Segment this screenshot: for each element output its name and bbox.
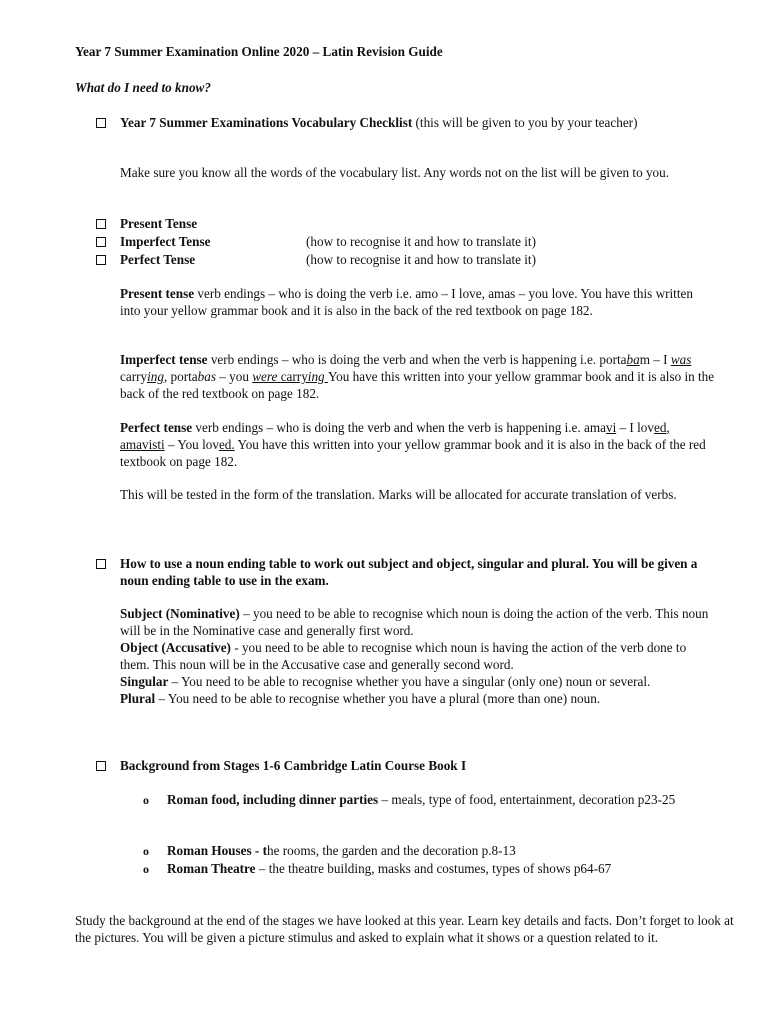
noun-item-text: – You need to be able to recognise whether you have a plural (more than one) noun. bbox=[155, 691, 601, 706]
noun-item-label: Object (Accusative) bbox=[120, 640, 231, 655]
imperfect-paragraph bbox=[120, 351, 715, 402]
noun-item-label: Singular bbox=[120, 674, 169, 689]
noun-item-singular bbox=[120, 673, 715, 690]
present-label: Present tense bbox=[120, 286, 195, 301]
document-title: Year 7 Summer Examination Online 2020 – Latin Revision Guide bbox=[75, 44, 443, 59]
tested-note: This will be tested in the form of the translation. Marks will be allocated for accurate translation of verbs. bbox=[120, 487, 677, 502]
perfect-text-3: – I lov bbox=[616, 420, 654, 435]
tense-perfect-note: (how to recognise it and how to translate it) bbox=[306, 252, 536, 267]
bullet-roman-food: o bbox=[143, 793, 149, 807]
vocab-heading: Year 7 Summer Examinations Vocabulary Checklist bbox=[120, 115, 413, 130]
present-paragraph bbox=[120, 285, 715, 319]
background-item-roman-houses bbox=[167, 842, 707, 859]
imperfect-text-9: – you bbox=[215, 369, 253, 384]
background-item-label: Roman Houses - t bbox=[167, 843, 268, 858]
vocab-heading-rest: (this will be given to you by your teacher) bbox=[412, 115, 638, 130]
imperfect-text-1: verb endings – who is doing the verb and when the verb is happening i.e. porta bbox=[207, 352, 627, 367]
imperfect-text-3: m – I bbox=[639, 352, 671, 367]
background-item-label: Roman Theatre bbox=[167, 861, 256, 876]
perfect-ed-2: ed. bbox=[218, 437, 235, 452]
bullet-roman-theatre: o bbox=[143, 862, 149, 876]
imperfect-ing-1: ing bbox=[147, 369, 164, 384]
perfect-ed-1: ed bbox=[653, 420, 667, 435]
imperfect-label: Imperfect tense bbox=[120, 352, 208, 367]
noun-item-label: Plural bbox=[120, 691, 156, 706]
noun-item-label: Subject (Nominative) bbox=[120, 606, 240, 621]
checkbox-noun-table[interactable] bbox=[96, 559, 106, 569]
imperfect-text-7: , porta bbox=[163, 369, 198, 384]
vocab-heading-block bbox=[120, 114, 715, 131]
background-item-text: – the theatre building, masks and costumes, types of shows p64-67 bbox=[255, 861, 612, 876]
checkbox-vocab[interactable] bbox=[96, 118, 106, 128]
section-subtitle: What do I need to know? bbox=[75, 80, 211, 95]
checkbox-present-tense[interactable] bbox=[96, 219, 106, 229]
background-item-text: he rooms, the garden and the decoration p.8-13 bbox=[267, 843, 516, 858]
noun-heading: How to use a noun ending table to work out subject and object, singular and plural. You will be given a noun ending table to use in the exam. bbox=[120, 556, 698, 588]
perfect-text-1: verb endings – who is doing the verb and when the verb is happening i.e. ama bbox=[192, 420, 606, 435]
tense-present-label: Present Tense bbox=[120, 216, 198, 231]
background-item-text: – meals, type of food, entertainment, decoration p23-25 bbox=[378, 792, 676, 807]
checkbox-background[interactable] bbox=[96, 761, 106, 771]
present-text: verb endings – who is doing the verb i.e. amo – I love, amas – you love. You have this written into your yellow grammar book and it is also in the back of the red textbook on page 182. bbox=[120, 286, 693, 318]
checkbox-imperfect-tense[interactable] bbox=[96, 237, 106, 247]
imperfect-ending-ba: ba bbox=[626, 352, 640, 367]
tense-perfect-label: Perfect Tense bbox=[120, 252, 196, 267]
perfect-text-9: You have this written into your yellow grammar book and it is also in the back of the red textbook on page 182. bbox=[120, 437, 706, 469]
background-item-roman-theatre bbox=[167, 860, 727, 877]
perfect-ending-visti: visti bbox=[141, 437, 165, 452]
imperfect-were: were bbox=[252, 369, 281, 384]
bullet-roman-houses: o bbox=[143, 844, 149, 858]
imperfect-text-5: carry bbox=[120, 369, 148, 384]
noun-item-text: – You need to be able to recognise whether you have a singular (only one) noun or several. bbox=[168, 674, 651, 689]
imperfect-text-11: carry bbox=[280, 369, 308, 384]
perfect-paragraph bbox=[120, 419, 715, 470]
imperfect-ending-bas: bas bbox=[197, 369, 216, 384]
noun-item-object bbox=[120, 639, 715, 673]
noun-item-text: - you need to be able to recognise which noun is having the action of the verb done to them. This noun will be in the Accusative case and generally second word. bbox=[120, 640, 687, 672]
noun-item-text: – you need to be able to recognise which noun is doing the action of the verb. This noun will be in the Nominative case and generally first word. bbox=[120, 606, 709, 638]
perfect-label: Perfect tense bbox=[120, 420, 193, 435]
background-item-label: Roman food, including dinner parties bbox=[167, 792, 379, 807]
noun-items bbox=[120, 605, 715, 707]
background-heading: Background from Stages 1-6 Cambridge Latin Course Book I bbox=[120, 758, 467, 773]
tense-imperfect-label: Imperfect Tense bbox=[120, 234, 211, 249]
perfect-text-5: , ama bbox=[120, 420, 670, 452]
imperfect-text-13: You have this written into your yellow grammar book and it is also in the back of the red textbook on page 182. bbox=[120, 369, 715, 401]
tense-imperfect-note: (how to recognise it and how to translate it) bbox=[306, 234, 536, 249]
noun-item-subject bbox=[120, 605, 715, 639]
perfect-text-7: – You lov bbox=[164, 437, 219, 452]
background-item-roman-food bbox=[167, 791, 677, 808]
perfect-ending-vi: vi bbox=[605, 420, 617, 435]
imperfect-ing-2: ing bbox=[307, 369, 328, 384]
study-paragraph: Study the background at the end of the stages we have looked at this year. Learn key details and facts. Don’t forget to look at the pictures. You will be given a picture stimulus and asked to explain what it shows or a question related to it. bbox=[75, 913, 734, 945]
checkbox-perfect-tense[interactable] bbox=[96, 255, 106, 265]
noun-item-plural bbox=[120, 690, 715, 707]
vocab-note: Make sure you know all the words of the vocabulary list. Any words not on the list will be given to you. bbox=[120, 165, 670, 180]
imperfect-was: was bbox=[670, 352, 692, 367]
